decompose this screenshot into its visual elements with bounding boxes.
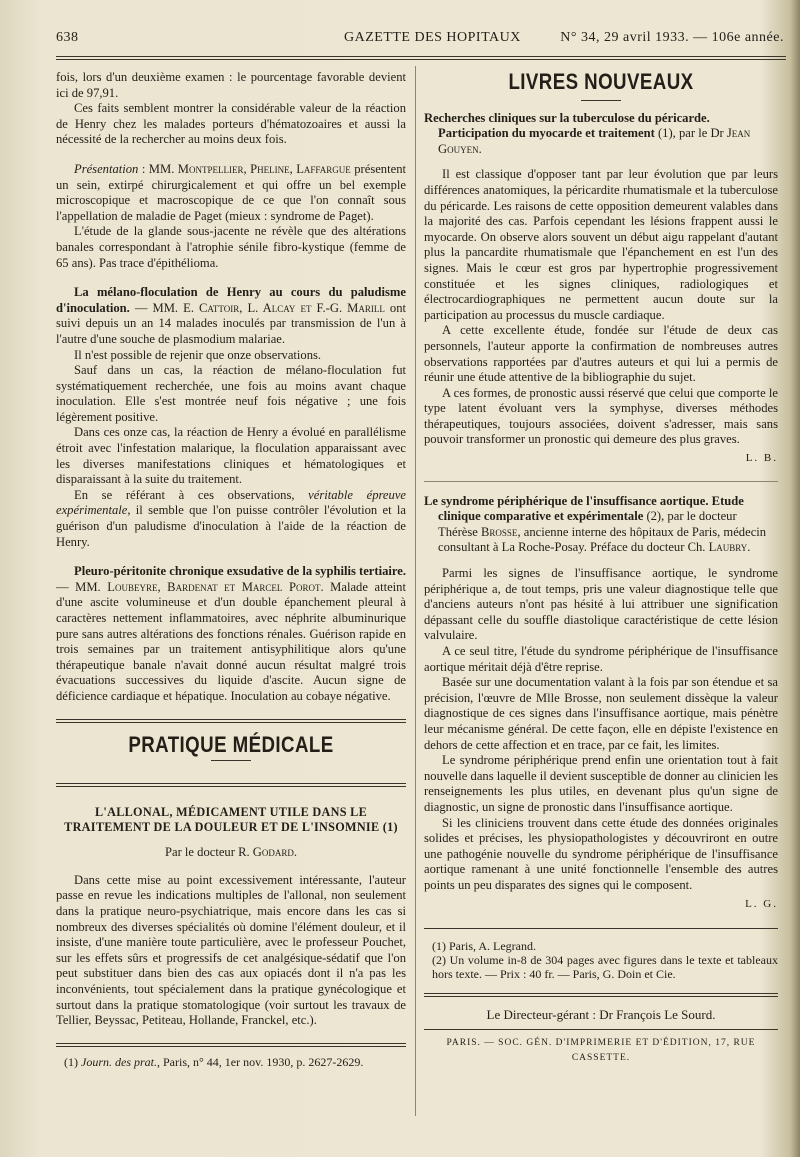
page-header [56, 30, 784, 50]
review-signature: L. G. [745, 897, 778, 910]
book-entry-2 [424, 494, 778, 556]
header-rule [56, 56, 786, 57]
header-rule-2 [56, 59, 786, 60]
byline-prefix: Par le docteur [164, 845, 239, 860]
paragraph: A cette excellente étude, fondée sur l'étude de deux cas personnels, l'auteur apporte la confirmation de nombreuses autres observations rapportées par d'autres auteurs et qui lui a permis de réunir une étude attentive de la bibliographie du sujet. [424, 323, 778, 385]
byline-end: . [293, 845, 298, 860]
paragraph: Il n'est possible de rejenir que onze observations. [74, 347, 322, 362]
paragraph: fois, lors d'un deuxième examen : le pourcentage favorable devient ici de 97,91. [56, 70, 406, 100]
right-column [424, 70, 778, 1067]
article-title: Pleuro-péritonite chronique exsudative de la syphilis tertiaire. [74, 564, 406, 579]
footnote: (2) Un volume in-8 de 304 pages avec figures dans le texte et tableaux hors texte. — Prix : 40 fr. — Paris, G. Doin et Cie. [432, 953, 778, 982]
section-title-pratique: PRATIQUE MÉDICALE [128, 731, 334, 757]
text-span: , il semble que l'on puisse contrôler l'évolution et la guérison d'un paludisme d'inoculation à l'aide de la réaction de Henry. [56, 503, 406, 549]
paragraph: Si les cliniciens trouvent dans cette étude des données originales solides et précises, les physiopathologistes y découvriront en outre une pathogénie nouvelle du syndrome périphérique de l'insuffisance aortique ramenant à une unité fonctionnelle l'ensemble des autres points un peu disparates des signes qui le composent. [424, 815, 778, 892]
section-rule [56, 719, 406, 723]
paragraph: Il est classique d'opposer tant par leur évolution que par leurs différences anatomiques, la péricardite rhumatismale et la tuberculose du péricarde. Les raisons de cette opposition demeurent valables dans la majorité des cas. Parfois cependant les lésions frappent aussi le myocarde. On observe alors souvent un début aigu rappelant d'autant plus la pancardite rhumatismale que l'épanchement en est l'un des signes. Mais le cœur est gros par hypertrophie progressivement constituée et les signes cliniques, radiologiques et électrocardiographiques ne permettent aucun doute sur la participation au processus du muscle cardiaque. [424, 167, 778, 322]
presentation-heading: Présentation [74, 161, 139, 176]
article-body: Malade atteint d'une ascite volumineuse et d'un double épanchement pleural à caractères nettement inflammatoires, avec néphrite albuminurique pure sans autres altérations des fonctions rénales. Guérison rapide en trois semaines par un traitement antisyphilitique alors qu'une thérapeutique banale n'avait donné aucun résultat malgré trois évacuations successives du liquide d'ascite. Aucun signe de déficience cardiaque et hépatique. Inoculation au cobaye négative. [56, 579, 406, 703]
paragraph: Dans ces onze cas, la réaction de Henry a évolué en parallélisme étroit avec l'infestation malarique, la floculation apparaissant avec les diverses manifestations cliniques et hématologiques et disparaissant à la suite du traitement. [56, 425, 406, 487]
footnote-ref: , Paris, n° 44, 1er nov. 1930, p. 2627-2629. [157, 1054, 364, 1069]
short-rule [211, 760, 251, 761]
book-author: Jean Gouyen [438, 126, 751, 156]
footnote-rule [56, 1043, 406, 1047]
article-authors: — MM. Loubeyre, Bardenat et Marcel Porot. [56, 579, 324, 594]
issue-date: N° 34, 29 avril 1933. — 106e année. [560, 30, 784, 45]
short-rule [581, 100, 621, 101]
italic-span: véritable épreuve expérimentale [56, 487, 406, 518]
paragraph: A ce seul titre, l'étude du syndrome périphérique de l'insuffisance aortique méritait déjà d'être reprise. [424, 644, 778, 674]
text-span: En se référant à ces observations, [74, 487, 309, 502]
byline [56, 845, 406, 861]
text-span: . [478, 141, 482, 156]
paragraph [56, 488, 406, 550]
entry-rule [424, 481, 778, 482]
review-signature: L. B. [745, 452, 778, 465]
preface-author: Laubry [708, 540, 748, 555]
footnote-journal: Journ. des prat. [81, 1054, 157, 1069]
left-column [56, 70, 406, 1069]
text-span: . [747, 540, 751, 555]
printer-line: PARIS. — SOC. GÉN. D'IMPRIMERIE ET D'ÉDITION, 17, RUE CASSETTE. [446, 1037, 756, 1064]
book-ref: (2), par le docteur Thérèse [438, 509, 737, 539]
paragraph: Ces faits semblent montrer la considérable valeur de la réaction de Henry chez les malades porteurs d'hématozoaires et aussi la nécessité de la rechercher au moins deux fois. [56, 101, 406, 147]
paragraph: A ces formes, de pronostic aussi réservé que celui que comporte le type latent évoluant vers la symphyse, diverses méthodes thérapeutiques, toujours associées, doivent s'adresser, mais sans pouvoir transformer un pronostic qui demeure des plus graves. [424, 385, 778, 447]
column-divider [415, 66, 416, 1116]
text-span: , ancienne interne des hôpitaux de Paris, médecin consultant à La Roche-Posay. Préface du docteur Ch. [438, 524, 767, 555]
paragraph: Basée sur une documentation valant à la fois par son étendue et sa précision, l'œuvre de Mlle Brosse, non seulement dissèque la valeur diagnostique de ces signes dans l'insuffisance aortique, mais pénètre leur mécanisme général. De cette façon, elle en dépiste l'existence en dehors de cette affection et en trace, par ce fait, les limites. [424, 675, 778, 752]
footnote-marker: (1) [64, 1054, 81, 1069]
footnote [56, 1055, 406, 1069]
article-title: La mélano-floculation de Henry au cours du paludisme d'inoculation. [56, 285, 406, 315]
journal-title: GAZETTE DES HOPITAUX [344, 30, 521, 45]
presentation-paragraph [56, 162, 406, 224]
paragraph: Parmi les signes de l'insuffisance aortique, le syndrome périphérique a, de tout temps, pris une valeur diagnostique telle que d'anciens auteurs n'ont pas hésité à lui attribuer une signification dépassant celle du souffle diastolique caractéristique de cette lésion valvulaire. [424, 566, 778, 643]
article-pleuro [56, 564, 406, 704]
footer-rule-thin [424, 1029, 778, 1030]
footer-rule [424, 993, 778, 997]
presentation-authors: : MM. Montpellier, Pheline, Laffargue [138, 161, 351, 176]
article-authors: — MM. E. Cattoir, L. Alcay et F.-G. Marill [129, 300, 385, 315]
pratique-article-title: L'ALLONAL, MÉDICAMENT UTILE DANS LE TRAITEMENT DE LA DOULEUR ET DE L'INSOMNIE (1) [64, 805, 398, 835]
paragraph: Sauf dans un cas, la réaction de mélano-floculation fut systématiquement recherchée, une fois au moins avant chaque inoculation. Elle s'est montrée neuf fois négative ; une fois légèrement positive. [56, 363, 406, 424]
paragraph: L'étude de la glande sous-jacente ne révèle que des altérations banales correspondant à l'atrophie sénile fibro-kystique (femme de 65 ans). Pas trace d'épithélioma. [56, 224, 406, 270]
paragraph: Dans cette mise au point excessivement intéressante, l'auteur passe en revue les indications multiples de l'allonal, non seulement dans la pratique neuro-psychiatrique, mais encore dans les cas si nombreux des diverses spécialités où domine l'élément douleur, et il insiste, d'une manière toute particulière, avec le professeur Pouchet, sur les effets sûrs et progressifs de cet analgésique-sédatif que l'on peut substituer dans bien des cas aux opiacés dont il n'a pas les inconvénients, tout spécialement dans la pratique gynécologique et surtout dans la pratique stomatologique (voir surtout les travaux de Tellier, Beyssac, Petiteau, Hollande, Franckel, etc.). [56, 872, 406, 1028]
page-number: 638 [56, 30, 79, 45]
byline-author: R. Godard [238, 845, 294, 860]
footnote: (1) Paris, A. Legrand. [432, 939, 536, 954]
section-title-livres: LIVRES NOUVEAUX [508, 69, 694, 94]
presentation-body: présentent un sein, extirpé chirurgicalement et qui offre un bel exemple microscopique et macroscopique de ce que l'on connaît sous l'appellation de maladie de Paget (mieux : syndrome de Paget). [56, 161, 406, 223]
footnote-rule [424, 928, 778, 929]
paragraph: Le syndrome périphérique prend enfin une orientation tout à fait nouvelle dans laquelle il devient susceptible de donner au clinicien les renseignements les plus utiles, en devenant plus qu'un signe de diagnostic, un signe de pronostic dans l'insuffisance aortique. [424, 753, 778, 814]
book-entry-1 [424, 111, 778, 158]
article-body: ont suivi depuis un an 14 malades inoculés par transmission de l'un à l'autre d'une souche de plasmodium malariae. [56, 300, 406, 346]
section-rule [56, 783, 406, 787]
book-title: Recherches cliniques sur la tuberculose du péricarde. Participation du myocarde et traitement [424, 110, 710, 141]
book-title: Le syndrome périphérique de l'insuffisance aortique. Etude clinique comparative et expérimentale [424, 493, 744, 524]
article-melano [56, 285, 406, 347]
book-author: Brosse [481, 524, 518, 539]
book-ref: (1), par le Dr [654, 126, 727, 141]
director-line: Le Directeur-gérant : Dr François Le Sourd. [486, 1007, 716, 1023]
